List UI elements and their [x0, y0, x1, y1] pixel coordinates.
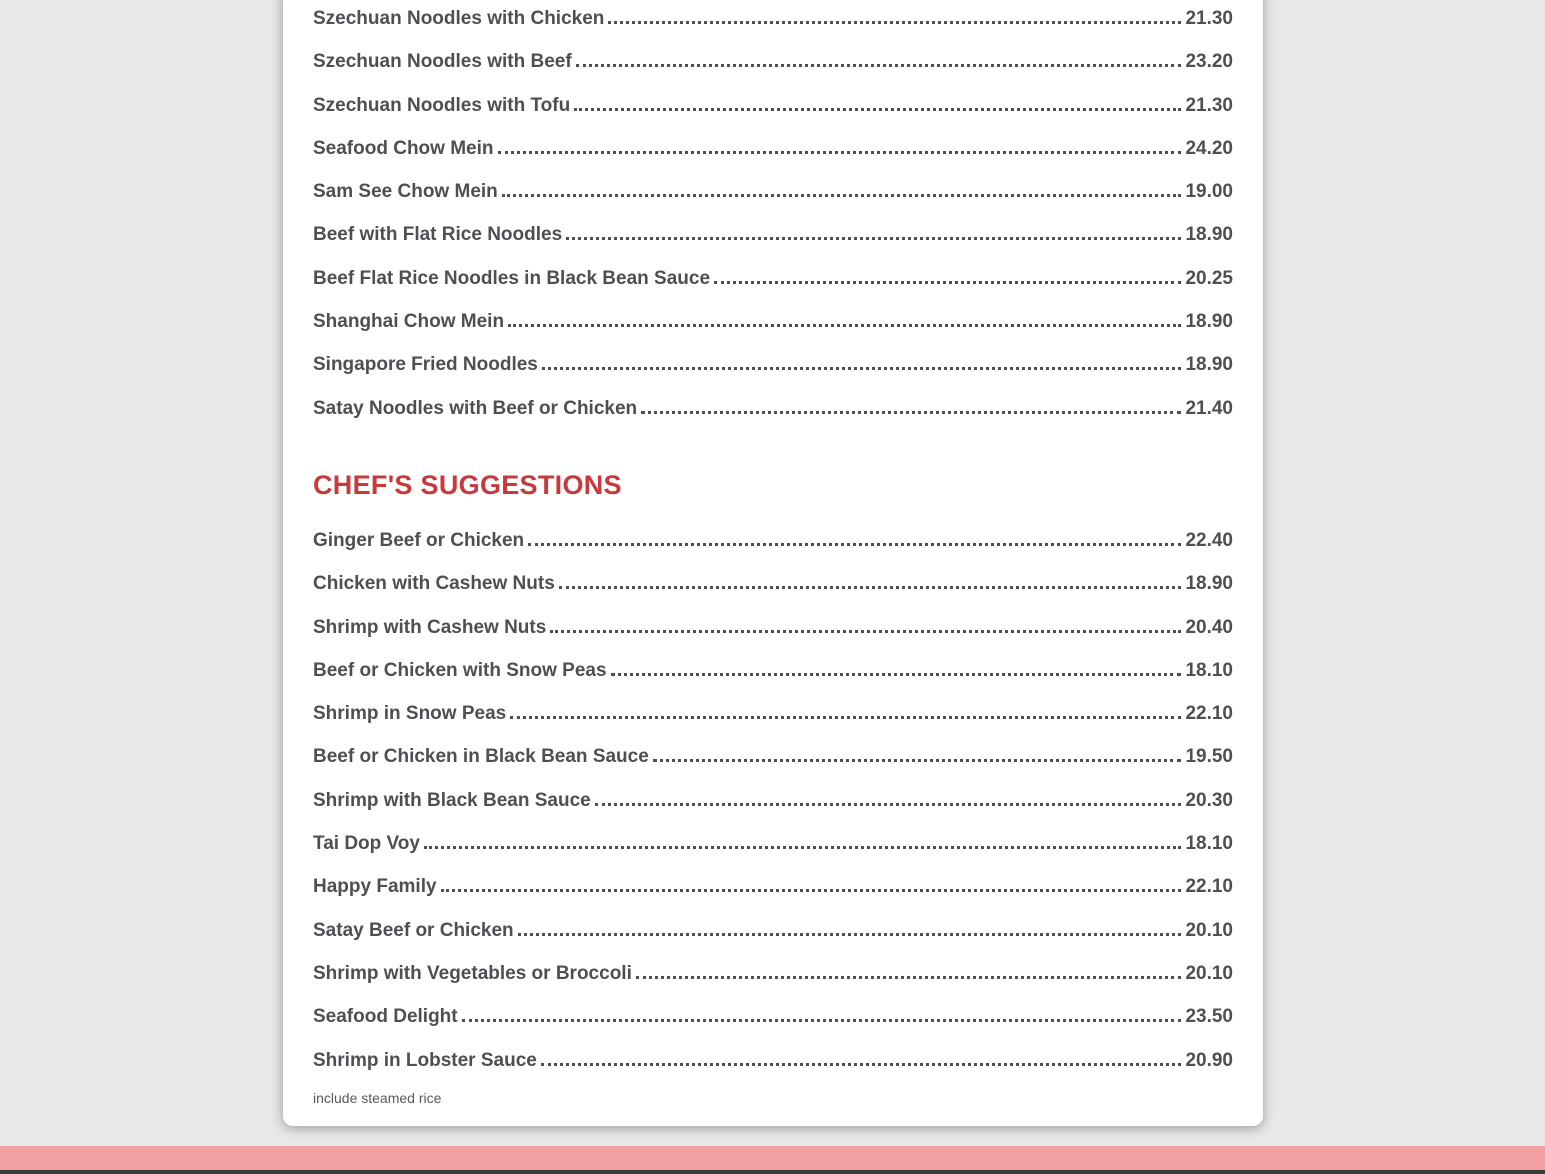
menu-item-price: 21.30 — [1185, 8, 1233, 29]
menu-item-name: Beef Flat Rice Noodles in Black Bean Sauce — [313, 267, 711, 289]
menu-item — [313, 139, 1233, 182]
dot-leader — [528, 543, 1181, 546]
menu-item-name: Seafood Delight — [313, 1006, 458, 1028]
menu-card — [283, 0, 1263, 1126]
menu-item-price: 18.10 — [1185, 833, 1233, 855]
menu-item — [313, 269, 1233, 312]
menu-item — [313, 791, 1233, 834]
menu-item — [313, 1007, 1233, 1050]
menu-item-price: 19.50 — [1185, 746, 1233, 768]
menu-item-price: 24.20 — [1185, 137, 1233, 159]
menu-item — [313, 834, 1233, 877]
dot-leader — [462, 1019, 1182, 1022]
menu-item — [313, 661, 1233, 704]
dot-leader — [498, 151, 1182, 154]
dot-leader — [714, 281, 1181, 284]
menu-item-price: 22.10 — [1185, 703, 1233, 725]
dot-leader — [441, 889, 1182, 892]
menu-item-price: 19.00 — [1185, 181, 1233, 203]
noodles-list — [313, 9, 1233, 442]
menu-item-price: 18.90 — [1185, 224, 1233, 246]
menu-item-name: Seafood Chow Mein — [313, 137, 494, 159]
menu-item — [313, 9, 1233, 52]
menu-item — [313, 964, 1233, 1007]
menu-item-price: 20.30 — [1185, 789, 1233, 811]
menu-item — [313, 921, 1233, 964]
menu-item-name: Satay Beef or Chicken — [313, 919, 514, 941]
menu-item — [313, 225, 1233, 268]
chefs-suggestions-list — [313, 531, 1233, 1094]
dot-leader — [574, 108, 1181, 111]
rice-note: include steamed rice — [313, 1090, 442, 1106]
menu-item — [313, 531, 1233, 574]
menu-item-name: Ginger Beef or Chicken — [313, 530, 525, 551]
menu-item-price: 22.10 — [1185, 876, 1233, 898]
menu-item-name: Shanghai Chow Mein — [313, 311, 505, 333]
dot-leader — [653, 759, 1182, 762]
menu-item-name: Happy Family — [313, 876, 437, 898]
menu-item-name: Shrimp with Vegetables or Broccoli — [313, 962, 632, 984]
menu-item-price: 18.90 — [1185, 311, 1233, 333]
dot-leader — [566, 237, 1181, 240]
menu-item — [313, 1051, 1233, 1094]
menu-item — [313, 355, 1233, 398]
dot-leader — [424, 846, 1181, 849]
menu-item-name: Satay Noodles with Beef or Chicken — [313, 397, 638, 419]
menu-item — [313, 877, 1233, 920]
menu-item-name: Shrimp in Lobster Sauce — [313, 1049, 537, 1071]
menu-item-price: 20.10 — [1185, 962, 1233, 984]
dot-leader — [641, 411, 1181, 414]
footer-bar — [0, 1146, 1545, 1174]
dot-leader — [542, 367, 1182, 370]
menu-item-price: 23.50 — [1185, 1006, 1233, 1028]
dot-leader — [502, 194, 1182, 197]
dot-leader — [611, 673, 1182, 676]
menu-item-price: 23.20 — [1185, 51, 1233, 73]
menu-item-price: 20.90 — [1185, 1049, 1233, 1071]
menu-item — [313, 312, 1233, 355]
menu-item-price: 18.10 — [1185, 659, 1233, 681]
menu-item-price: 20.40 — [1185, 616, 1233, 638]
menu-item — [313, 747, 1233, 790]
menu-item — [313, 574, 1233, 617]
dot-leader — [510, 716, 1181, 719]
menu-item — [313, 618, 1233, 661]
dot-leader — [559, 586, 1182, 589]
menu-item-price: 20.25 — [1185, 267, 1233, 289]
menu-item-name: Shrimp with Black Bean Sauce — [313, 789, 591, 811]
menu-item-name: Tai Dop Voy — [313, 833, 420, 855]
menu-item-price: 21.30 — [1185, 94, 1233, 116]
dot-leader — [541, 1063, 1182, 1066]
menu-item-price: 20.10 — [1185, 919, 1233, 941]
dot-leader — [595, 803, 1182, 806]
dot-leader — [550, 630, 1181, 633]
menu-item-price: 22.40 — [1185, 530, 1233, 551]
dot-leader — [576, 64, 1182, 67]
menu-item-price: 21.40 — [1185, 397, 1233, 419]
menu-item-name: Chicken with Cashew Nuts — [313, 573, 555, 595]
menu-item — [313, 52, 1233, 95]
dot-leader — [508, 324, 1181, 327]
section-title-chefs-suggestions: CHEF'S SUGGESTIONS — [313, 470, 622, 500]
menu-item-name: Beef or Chicken in Black Bean Sauce — [313, 746, 649, 768]
menu-item-name: Szechuan Noodles with Chicken — [313, 8, 605, 29]
menu-item — [313, 182, 1233, 225]
menu-item-name: Szechuan Noodles with Tofu — [313, 94, 571, 116]
menu-item-name: Beef or Chicken with Snow Peas — [313, 659, 607, 681]
menu-item-name: Shrimp in Snow Peas — [313, 703, 507, 725]
dot-leader — [608, 21, 1181, 24]
menu-item-price: 18.90 — [1185, 354, 1233, 376]
menu-item — [313, 399, 1233, 442]
dot-leader — [636, 976, 1182, 979]
menu-item-name: Beef with Flat Rice Noodles — [313, 224, 563, 246]
menu-item — [313, 704, 1233, 747]
menu-item-price: 18.90 — [1185, 573, 1233, 595]
menu-item — [313, 96, 1233, 139]
menu-item-name: Singapore Fried Noodles — [313, 354, 538, 376]
menu-item-name: Sam See Chow Mein — [313, 181, 498, 203]
dot-leader — [518, 933, 1182, 936]
menu-item-name: Szechuan Noodles with Beef — [313, 51, 572, 73]
menu-item-name: Shrimp with Cashew Nuts — [313, 616, 547, 638]
